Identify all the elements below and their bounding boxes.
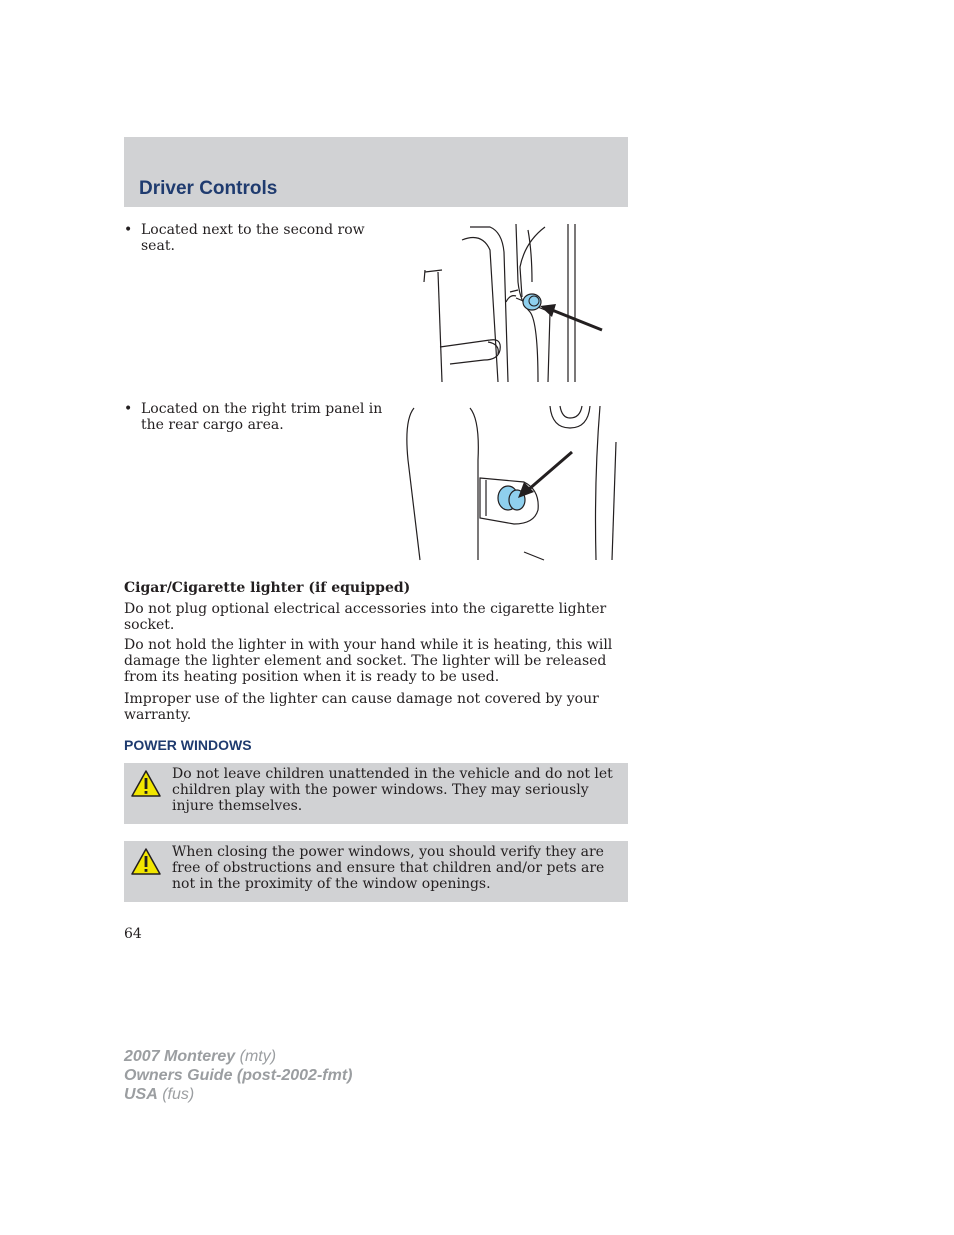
bullet-item — [124, 401, 386, 433]
warning-box — [124, 763, 628, 824]
footer-line: USA (fus) — [124, 1086, 195, 1103]
lighter-heading: Cigar/Cigarette lighter (if equipped) — [124, 580, 411, 596]
bullet-text: Located next to the second row seat. — [141, 222, 365, 254]
bullet-item — [124, 222, 386, 254]
bullet-marker: • — [124, 222, 133, 238]
warning-triangle-icon — [130, 769, 162, 799]
footer-line: 2007 Monterey (mty) — [124, 1048, 277, 1065]
warning-text: Do not leave children unattended in the vehicle and do not let children play with the power windows. They may seriously injure themselves. — [172, 766, 613, 814]
footer-line: Owners Guide (post-2002-fmt) — [124, 1067, 353, 1084]
lighter-paragraph: Improper use of the lighter can cause damage not covered by your warranty. — [124, 691, 599, 723]
warning-triangle-icon — [130, 847, 162, 877]
footer — [124, 1047, 352, 1104]
lighter-paragraph: Do not plug optional electrical accessories into the cigarette lighter socket. — [124, 601, 607, 633]
warning-box — [124, 841, 628, 902]
power-windows-heading: POWER WINDOWS — [124, 737, 252, 753]
bullet-marker: • — [124, 401, 133, 417]
warning-text: When closing the power windows, you should verify they are free of obstructions and ensure that children and/or pets are not in the proximity of the window openings. — [172, 844, 605, 892]
lighter-paragraph: Do not hold the lighter in with your hand while it is heating, this will damage the lighter element and socket. The lighter will be released from its heating position when it is ready to be used. — [124, 637, 613, 685]
figure-second-row-power-point — [420, 222, 610, 384]
page-number: 64 — [124, 926, 142, 942]
bullet-text: Located on the right trim panel in the rear cargo area. — [141, 401, 383, 433]
figure-cargo-area-power-point — [400, 400, 620, 562]
section-title: Driver Controls — [139, 178, 278, 199]
